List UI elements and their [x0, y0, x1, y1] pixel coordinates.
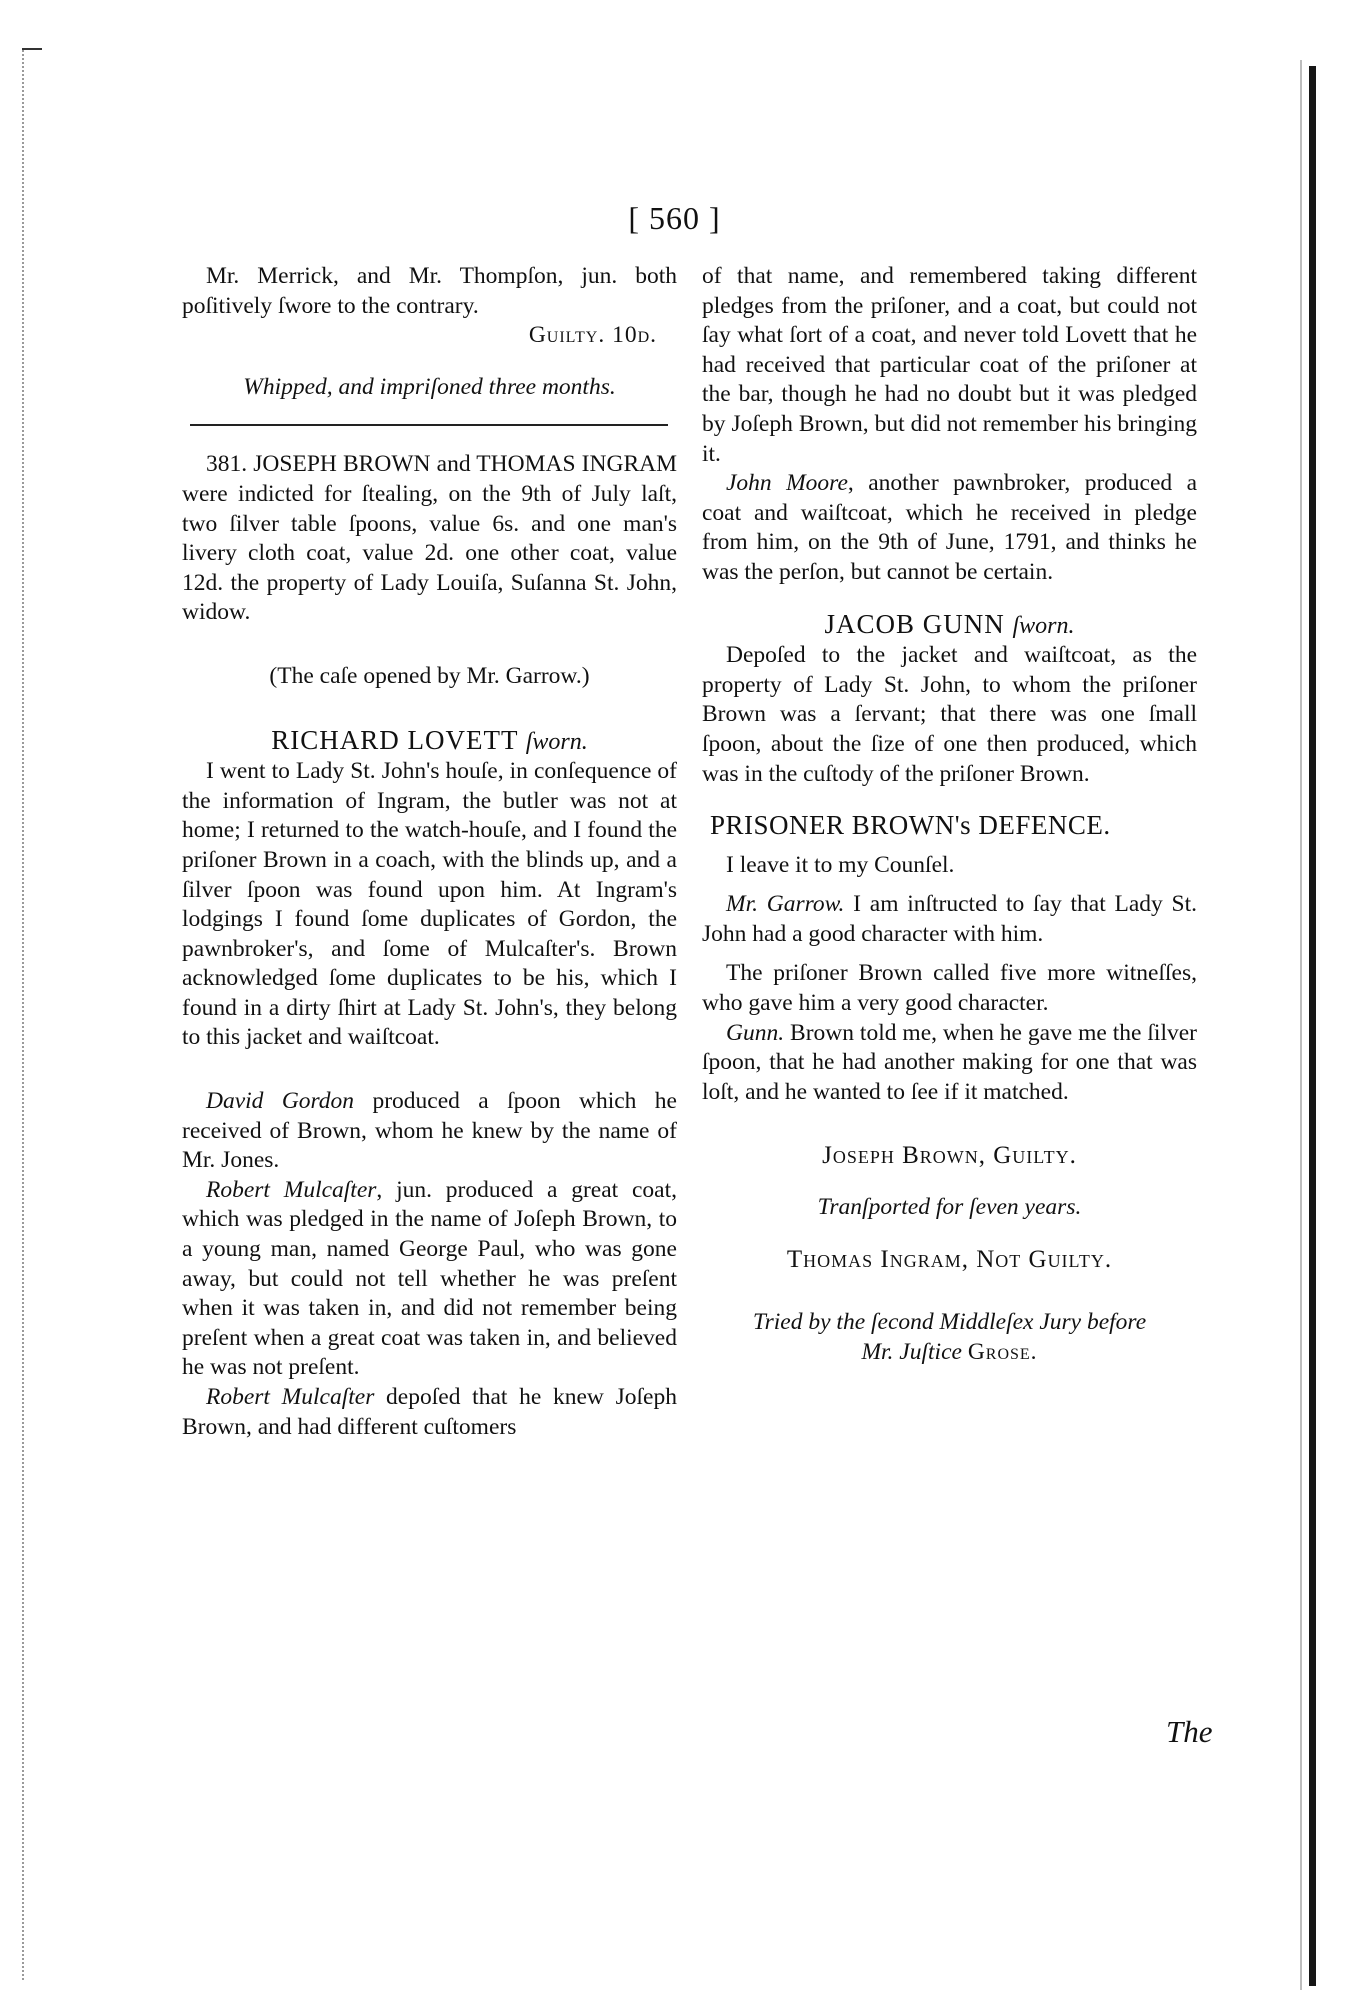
- witness-heading-gunn: [702, 610, 1197, 642]
- gunn-text: Brown told me, when he gave me the ſilver ſpoon, that he had another making for one that was loſt, and he wanted to ſee if it matched.: [702, 1019, 1197, 1105]
- defence-text: I leave it to my Counſel.: [726, 851, 955, 878]
- previous-verdict: Guilty. 10d.: [528, 322, 657, 349]
- gordon-text: produced a ſpoon which he received of Brown, whom he knew by the name of Mr. Jones.: [182, 1088, 677, 1174]
- mulcaster-text-2: depoſed that he knew Joſeph Brown, and had different cuſtomers: [182, 1384, 677, 1440]
- previous-sentence: Whipped, and impriſoned three months.: [243, 373, 616, 400]
- trial-note-line-2: [702, 1338, 1197, 1368]
- sworn-label: ſworn.: [1012, 612, 1075, 639]
- right-column: [702, 262, 1197, 1367]
- garrow-paragraph: [702, 890, 1197, 949]
- binding-shadow: [1300, 60, 1302, 1990]
- case-opened-note: (The caſe opened by Mr. Garrow.): [269, 662, 590, 689]
- moore-paragraph: [702, 469, 1197, 587]
- lovett-testimony: I went to Lady St. John's houſe, in conſequence of the information of Ingram, the butler was not at home; I returned to the watch-houſe, and I found the priſoner Brown in a coach, with the blinds up, and a ſilver ſpoon was found upon him. At Ingram's lodgings I found ſome duplicates of Gordon, the pawnbroker's, and ſome of Mulcaſter's. Brown acknowledged ſome duplicates to be his, which I found in a dirty ſhirt at Lady St. John's, they belong to this jacket and waiſtcoat.: [182, 758, 677, 1051]
- mulcaster-paragraph-2: [182, 1383, 677, 1442]
- moore-text: , another pawnbroker, produced a coat and waiſtcoat, which he received in pledge from him, on the 9th of June, 1791, and thinks he was the perſon, but cannot be certain.: [702, 470, 1198, 585]
- section-divider: [190, 424, 668, 426]
- speaker-name: Mr. Garrow.: [726, 891, 845, 918]
- gordon-paragraph: [182, 1087, 677, 1176]
- gutter-edge: [22, 50, 32, 1980]
- judge-title: Mr. Juſtice: [861, 1338, 968, 1365]
- case-paragraph: 381. JOSEPH BROWN and THOMAS INGRAM were indicted for ſtealing, on the 9th of July laſt, two ſilver table ſpoons, value 6s. and one man's livery cloth coat, value 2d. one other coat, value 12d. the property of Lady Louiſa, Suſanna St. John, widow.: [182, 451, 677, 626]
- catchword: The: [1166, 1714, 1213, 1749]
- witness-name: David Gordon: [206, 1088, 355, 1115]
- witness-name: John Moore: [726, 470, 848, 497]
- sworn-label: ſworn.: [525, 728, 588, 755]
- witness-heading-lovett: [182, 726, 677, 758]
- left-column: [182, 262, 677, 1442]
- witness-name: RICHARD LOVETT: [271, 724, 518, 755]
- verdict-brown: Joseph Brown, Guilty.: [822, 1142, 1077, 1170]
- verdict-ingram: Thomas Ingram, Not Guilty.: [786, 1245, 1113, 1273]
- speaker-name: Gunn.: [726, 1019, 785, 1046]
- page-number: [ 560 ]: [628, 200, 721, 236]
- mulcaster-paragraph-1: [182, 1176, 677, 1383]
- gunn-testimony: Depoſed to the jacket and waiſtcoat, as the property of Lady St. John, to whom the priſoner Brown was a ſervant; that there was one ſmall ſpoon, about the ſize of one then produced, which was in the cuſtody of the priſoner Brown.: [702, 642, 1197, 787]
- sentence-brown: Tranſported for ſeven years.: [817, 1194, 1082, 1221]
- mulcaster-text-1: , jun. produced a great coat, which was pledged in the name of Joſeph Brown, to a young man, named George Paul, who was gone away, but could not tell whether he was preſent when it was taken in, and did not remember being preſent when a great coat was taken in, and believed he was not preſent.: [182, 1176, 677, 1381]
- garrow-text: I am inſtructed to ſay that Lady St. John had a good character with him.: [702, 891, 1197, 947]
- binding-edge: [1309, 66, 1316, 1986]
- witness-name: Robert Mulcaſter: [206, 1384, 375, 1410]
- defence-heading: PRISONER BROWN's DEFENCE.: [710, 810, 1111, 841]
- witnesses-paragraph: The priſoner Brown called five more witneſſes, who gave him a very good character.: [702, 960, 1197, 1017]
- gunn-paragraph: [702, 1019, 1197, 1108]
- trial-note-line-1: Tried by the ſecond Middleſex Jury before: [752, 1309, 1147, 1336]
- continuation-paragraph: of that name, and remembered taking different pledges from the priſoner, and a coat, but could not ſay what ſort of a coat, and never told Lovett that he had received that particular coat of the priſoner at the bar, though he had no doubt but it was pledged by Joſeph Brown, but did not remember his bringing it.: [702, 263, 1197, 467]
- judge-name: Grose.: [967, 1338, 1038, 1365]
- witness-name: JACOB GUNN: [824, 608, 1005, 639]
- opening-paragraph: Mr. Merrick, and Mr. Thompſon, jun. both poſitively ſwore to the contrary.: [182, 263, 677, 319]
- witness-name: Robert Mulcaſter: [206, 1176, 377, 1203]
